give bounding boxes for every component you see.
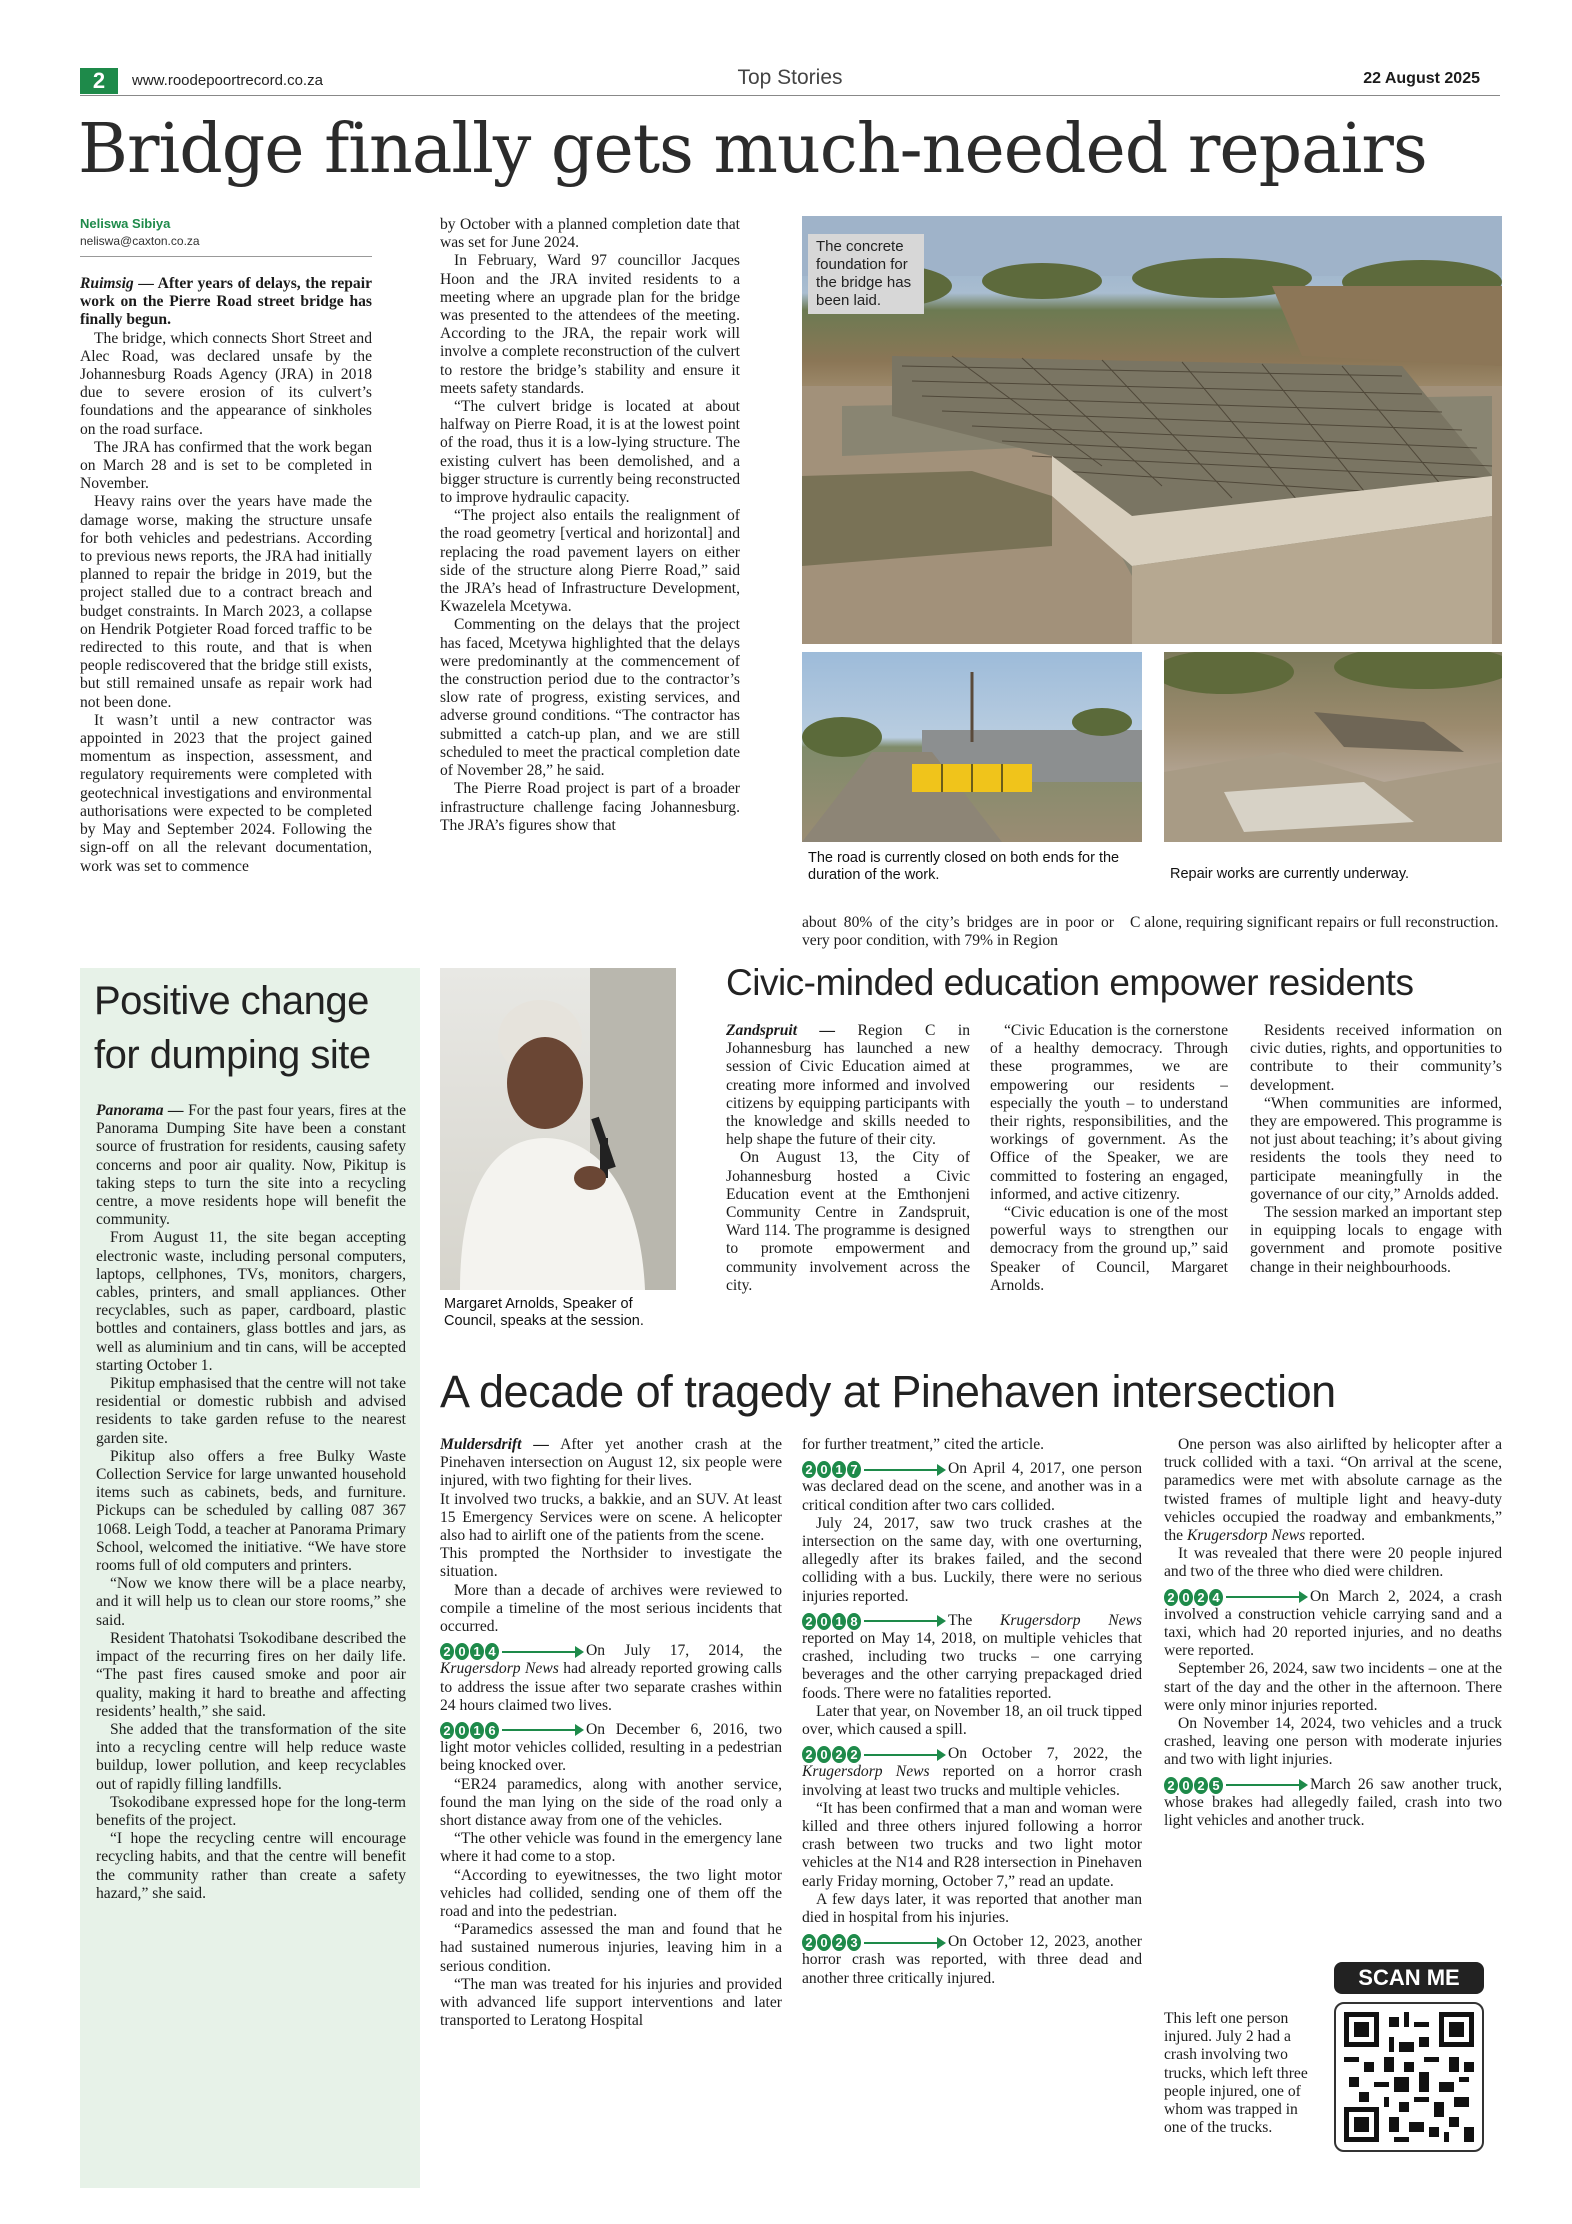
paragraph: On April 4, 2017, one person was declared dead on the scene, and another was in a critical condition after two cars collided.: [802, 1460, 1142, 1514]
bridge-photo-caption: The concrete foundation for the bridge has been laid.: [808, 234, 924, 314]
issue-date: 22 August 2025: [1363, 70, 1480, 87]
paragraph: reported on May 14, 2018, on multiple vehicles that crashed, including two trucks – one carrying beverages and the other carrying prepackaged dried foods. There were no fatalities reported.: [802, 1630, 1142, 1702]
paragraph: One person was also airlifted by helicopter after a truck collided with a taxi. “On arrival at the scene, paramedics were met with absolute carnage as the twisted frames of multiple light and heavy-duty vehicles occupied the roadway and embankments,” the: [1164, 1436, 1502, 1545]
paragraph: “According to eyewitnesses, the two light motor vehicles had collided, sending one of them off the road and into the pedestrian.: [440, 1866, 782, 1921]
publication-name: Krugersdorp News: [802, 1763, 930, 1781]
paragraph: It was revealed that there were 20 people injured and two of the three who died were children.: [1164, 1545, 1502, 1581]
bridge-column-4: [1130, 914, 1502, 954]
paragraph: September 26, 2024, saw two incidents – one at the start of the day and the other in the afternoon. There were only minor injuries reported.: [1164, 1660, 1502, 1714]
paragraph: C alone, requiring significant repairs or full reconstruction.: [1130, 914, 1499, 931]
pinehaven-column-3-end: [1164, 2010, 1312, 2170]
paragraph: “The project also entails the realignment of the road geometry [vertical and horizontal] and replacing the road pavement layers on either side of the structure along Pierre Road,” said the JRA’s head of Infrastructure Development, Kwazelela Mcetywa.: [440, 507, 740, 616]
paragraph: She added that the transformation of the site into a recycling centre will help reduce waste buildup, lower pollution, and keep recyclables out of rapidly filling landfills.: [96, 1720, 406, 1793]
bridge-column-1: [80, 275, 372, 955]
paragraph: From August 11, the site began accepting electronic waste, including personal computers, laptops, cellphones, TVs, monitors, chargers, cables, printers, and small appliances. Other recyclables, such as paper, cardboard, plastic bottles and containers, glass bottles and jars, as well as aluminium and tin cans, will be accepted starting October 1.: [96, 1229, 406, 1374]
paragraph: For the past four years, fires at the Panorama Dumping Site have been a constant source of frustration for residents, causing safety concerns and poor air quality. Now, Pikitup is taking steps to turn the site into a recycling centre, a move residents hope will benefit the community.: [96, 1102, 406, 1229]
paragraph: Later that year, on November 18, an oil truck tipped over, which caused a spill.: [802, 1702, 1142, 1739]
paragraph: March 26 saw another truck, whose brakes had allegedly failed, crash into two light vehicles and another truck.: [1164, 1775, 1502, 1830]
paragraph: The: [948, 1611, 1000, 1629]
paragraph: On October 12, 2023, another horror crash was reported, with three dead and another three critically injured.: [802, 1933, 1142, 1987]
paragraph: July 24, 2017, saw two truck crashes at the intersection on the same day, with one overturning, allegedly after its brakes failed, and the second colliding with a bus. Luckily, there were no serious injuries reported.: [802, 1514, 1142, 1605]
paragraph: This prompted the Northsider to investigate the situation.: [440, 1545, 782, 1581]
paragraph: It wasn’t until a new contractor was appointed in 2023 that the project gained momentum as inspection, assessment, and regulatory requirements were completed with geotechnical investigations and environmental authorisations were expected to be completed by May and September 2024. Following the sign-off on all the relevant documentation, work was set to commence: [80, 711, 372, 875]
paragraph: Tsokodibane expressed hope for the long-term benefits of the project.: [96, 1793, 406, 1829]
paragraph: reported.: [1305, 1527, 1365, 1545]
bridge-headline: Bridge finally gets much-needed repairs: [78, 110, 1427, 189]
qr-code[interactable]: [1334, 2002, 1484, 2152]
paragraph: In February, Ward 97 councillor Jacques Hoon and the JRA invited residents to a meeting where an upgrade plan for the bridge was presented to the attendees of the meeting. According to the JRA, the repair work will involve a complete reconstruction of the culvert to restore the bridge’s stability and ensure it meets safety standards.: [440, 252, 740, 397]
dateline: Panorama —: [96, 1102, 184, 1119]
dateline: Ruimsig —: [80, 275, 154, 292]
paragraph: More than a decade of archives were reviewed to compile a timeline of the most serious incidents that occurred.: [440, 1581, 782, 1636]
paragraph: for further treatment,” cited the article.: [802, 1436, 1045, 1453]
repair-works-photo: [1164, 652, 1502, 842]
publication-name: Krugersdorp News: [999, 1611, 1142, 1629]
paragraph: It involved two trucks, a bakkie, and an SUV. At least 15 Emergency Services were on scene. A helicopter also had to airlift one of the patients from the scene.: [440, 1490, 782, 1545]
road-closed-photo: [802, 652, 1142, 842]
paragraph: On August 13, the City of Johannesburg hosted a Civic Education event at the Emthonjeni Community Centre in Zandspruit, Ward 114. The programme is designed to promote empowerment and community involvement across the city.: [726, 1149, 970, 1294]
speaker-caption: Margaret Arnolds, Speaker of Council, speaks at the session.: [444, 1296, 644, 1329]
section-label: Top Stories: [737, 66, 843, 89]
dumping-body: [96, 1102, 406, 2182]
road-photo-caption: The road is currently closed on both ends for the duration of the work.: [808, 850, 1120, 883]
paragraph: “The other vehicle was found in the emergency lane where it had come to a stop.: [440, 1830, 782, 1866]
civic-headline: Civic-minded education empower residents: [726, 962, 1414, 1003]
paragraph: had already reported growing calls to address the issue after two separate crashes within 24 hours claimed two lives.: [440, 1660, 782, 1714]
paragraph: On October 7, 2022, the: [948, 1745, 1142, 1763]
pinehaven-column-3: [1164, 1436, 1502, 1946]
bridge-foundation-photo: [802, 216, 1502, 644]
paragraph: “When communities are informed, they are empowered. This programme is not just about teaching; it’s about giving residents the tools they need to participate meaningfully in the governance of our city,” Arnolds added.: [1250, 1094, 1502, 1203]
road-illustration: [802, 652, 1142, 842]
year-2017-marker: 2 0 1 7: [802, 1461, 944, 1478]
paragraph: “The culvert bridge is located at about halfway on Pierre Road, it is at the lowest point of the road, thus it is a low-lying structure. The existing culvert has been demolished, and a bigger structure is currently being reconstructed to improve hydraulic capacity.: [440, 398, 740, 507]
dateline: Zandspruit —: [726, 1022, 836, 1039]
paragraph: On November 14, 2024, two vehicles and a truck crashed, leaving one person with moderate injuries and two with light injuries.: [1164, 1715, 1502, 1769]
speaker-photo: [440, 968, 676, 1290]
repair-photo-caption: Repair works are currently underway.: [1170, 866, 1410, 882]
paragraph: about 80% of the city’s bridges are in poor or very poor condition, with 79% in Region: [802, 914, 1114, 950]
paragraph: The Pierre Road project is part of a broader infrastructure challenge facing Johannesburg. The JRA’s figures show that: [440, 780, 740, 834]
year-2022-marker: 2 0 2 2: [802, 1746, 944, 1763]
paragraph: reported on a horror crash involving at least two trucks and multiple vehicles.: [802, 1763, 1142, 1799]
paragraph: Pikitup also offers a free Bulky Waste Collection Service for large unwanted household items such as cabinets, beds, and furniture. Pickups can be scheduled by calling 087 367 1068. Leigh Todd, a teacher at Panorama Primary School, welcomed the initiative. “We have store rooms full of old computers and printers.: [96, 1447, 406, 1575]
pinehaven-column-1: [440, 1436, 782, 2156]
pinehaven-headline: A decade of tragedy at Pinehaven intersection: [440, 1366, 1336, 1417]
paragraph: “I hope the recycling centre will encourage recycling habits, and that the centre will benefit the community rather than create a safety hazard,” she said.: [96, 1830, 406, 1902]
dumping-headline: Positive change for dumping site: [94, 979, 371, 1077]
year-2023-marker: 2 0 2 3: [802, 1934, 944, 1951]
scan-me-label: SCAN ME: [1334, 1962, 1484, 1994]
paragraph: “It has been confirmed that a man and woman were killed and three others injured following a horror crash between two trucks and two light motor vehicles at the N14 and R28 intersection in Pinehaven early Friday morning, October 7,” read an update.: [802, 1799, 1142, 1890]
repair-illustration: [1164, 652, 1502, 842]
year-2018-marker: 2 0 1 8: [802, 1613, 944, 1630]
year-2025-marker: 2 0 2 5: [1164, 1777, 1306, 1794]
byline-rule: [80, 256, 372, 257]
dateline: Muldersdrift —: [440, 1436, 550, 1453]
paragraph: On March 2, 2024, a crash involved a construction vehicle carrying sand and a taxi, which had 20 reported injuries, and no deaths were reported.: [1164, 1587, 1502, 1660]
bridge-column-2: [440, 216, 740, 956]
civic-column-1: [726, 1022, 970, 1362]
paragraph: Residents received information on civic duties, rights, and opportunities to contribute to their community’s development.: [1250, 1022, 1502, 1094]
paragraph: This left one person injured. July 2 had a crash involving two trucks, which left three people injured, one of whom was trapped in one of the trucks.: [1164, 2010, 1308, 2137]
byline-email[interactable]: neliswa@caxton.co.za: [80, 234, 200, 248]
paragraph: “Paramedics assessed the man and found that he had sustained numerous injuries, leaving him in a serious condition.: [440, 1921, 782, 1975]
paragraph: Heavy rains over the years have made the damage worse, making the structure unsafe for both vehicles and pedestrians. According to previous news reports, the JRA had initially planned to repair the bridge in 2019, but the project stalled due to a contract breach and budget constraints. In March 2023, a collapse on Hendrik Potgieter Road forced traffic to be redirected to this route, and that is when people rediscovered that the bridge still exists, but still remained unsafe as repair work had not been done.: [80, 493, 372, 711]
header-rule: [80, 95, 1500, 96]
paragraph: “ER24 paramedics, along with another service, found the man lying on the side of the road only a short distance away from one of the vehicles.: [440, 1775, 782, 1830]
byline-author: Neliswa Sibiya: [80, 216, 171, 231]
paragraph: On December 6, 2016, two light motor vehicles collided, resulting in a pedestrian being knocked over.: [440, 1721, 782, 1775]
page-number: 2: [80, 68, 118, 94]
bridge-column-3: [802, 914, 1114, 954]
paragraph: “The man was treated for his injuries and provided with advanced life support interventions and later transported to Leratong Hospital: [440, 1975, 782, 2030]
paragraph: The bridge, which connects Short Street and Alec Road, was declared unsafe by the Johannesburg Roads Agency (JRA) in 2018 due to severe erosion of its culvert’s foundations and the appearance of sinkholes on the road surface.: [80, 329, 372, 438]
year-2024-marker: 2 0 2 4: [1164, 1589, 1306, 1606]
site-url[interactable]: www.roodepoortrecord.co.za: [132, 72, 323, 89]
speaker-illustration: [440, 968, 676, 1290]
lead-text: After years of delays, the repair work on the Pierre Road street bridge has finally begun.: [80, 275, 372, 329]
paragraph: The JRA has confirmed that the work began on March 28 and is set to be completed in November.: [80, 438, 372, 493]
paragraph: On July 17, 2014, the: [586, 1642, 782, 1660]
paragraph: After yet another crash at the Pinehaven intersection on August 12, six people were injured, with two fighting for their lives.: [440, 1436, 782, 1490]
paragraph: Region C in Johannesburg has launched a new session of Civic Education aimed at creating more informed and involved citizens by equipping participants with the knowledge and skills needed to help shape the future of their city.: [726, 1022, 970, 1149]
year-2014-marker: 2 0 1 4: [440, 1643, 582, 1660]
civic-column-2: [990, 1022, 1228, 1362]
civic-column-3: [1250, 1022, 1502, 1362]
paragraph: A few days later, it was reported that another man died in hospital from his injuries.: [802, 1890, 1142, 1927]
paragraph: by October with a planned completion date that was set for June 2024.: [440, 216, 740, 252]
paragraph: “Civic education is one of the most powerful ways to strengthen our democracy from the ground up,” said Speaker of Council, Margaret Arnolds.: [990, 1204, 1228, 1294]
paragraph: Commenting on the delays that the project has faced, Mcetywa highlighted that the delays were predominantly at the commencement of the construction period due to the contractor’s slow rate of progress, existing services, and adverse ground conditions. “The contractor has submitted a catch-up plan, and we are still scheduled to meet the practical completion date of November 28,” he said.: [440, 616, 740, 780]
paragraph: Resident Thatohatsi Tsokodibane described the impact of the recurring fires on her daily life. “The past fires caused smoke and poor air quality, making it hard to breathe and affecting residents’ health,” she said.: [96, 1629, 406, 1720]
publication-name: Krugersdorp News: [1186, 1527, 1306, 1545]
pinehaven-column-2: [802, 1436, 1142, 2156]
paragraph: “Now we know there will be a place nearby, and it will help us to clean our store rooms,” she said.: [96, 1575, 406, 1629]
paragraph: “Civic Education is the cornerstone of a healthy democracy. Through these programmes, we are empowering our residents – especially the youth – to understand their rights, responsibilities, and the workings of government. As the Office of the Speaker, we are committed to fostering an engaged, informed, and active citizenry.: [990, 1022, 1228, 1203]
paragraph: Pikitup emphasised that the centre will not take residential or domestic rubbish and advised residents to take garden refuse to the nearest garden site.: [96, 1375, 406, 1447]
publication-name: Krugersdorp News: [440, 1660, 559, 1678]
year-2016-marker: 2 0 1 6: [440, 1722, 582, 1739]
paragraph: The session marked an important step in equipping locals to engage with government and promote positive change in their neighbourhoods.: [1250, 1204, 1502, 1276]
qr-code-graphic: [1344, 2012, 1474, 2142]
